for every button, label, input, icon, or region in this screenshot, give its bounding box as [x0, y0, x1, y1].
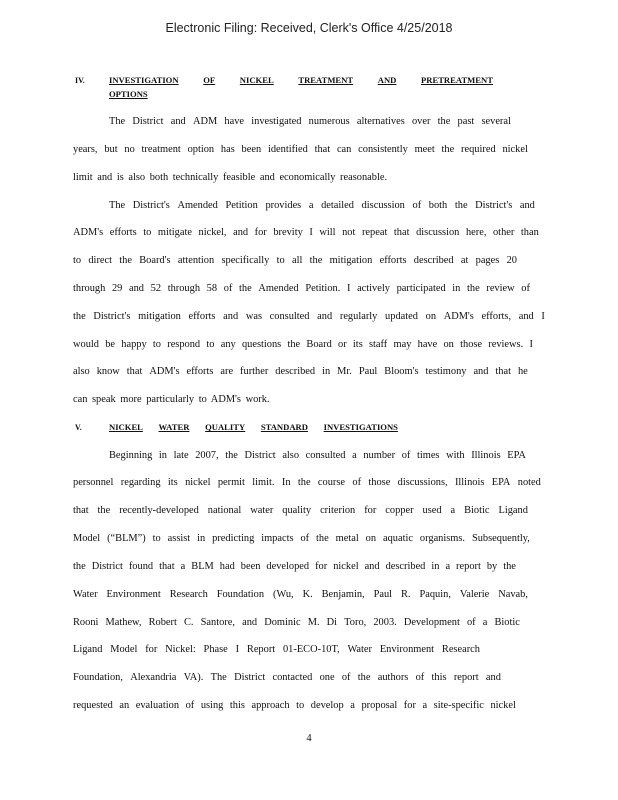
paragraph-line: The District's Amended Petition provides a detailed discussion of both the District's and: [109, 200, 535, 211]
paragraph-line: the District's mitigation efforts and was consulted and regularly updated on ADM's efforts, and I: [73, 311, 545, 322]
section-v-title-word: NICKEL: [109, 422, 143, 432]
section-v-title-word: STANDARD: [260, 422, 308, 432]
paragraph-line: Model (“BLM”) to assist in predicting impacts of the metal on aquatic organisms. Subsequently,: [73, 533, 530, 544]
paragraph-line: through 29 and 52 through 58 of the Amended Petition. I actively participated in the review of: [73, 283, 530, 294]
section-iv-title-word: TREATMENT: [298, 75, 354, 85]
section-iv-title: [109, 75, 493, 85]
paragraph-line: to direct the Board's attention specifically to all the mitigation efforts described at pages 20: [73, 255, 517, 266]
paragraph-line: also know that ADM's efforts are further described in Mr. Paul Bloom's testimony and that he: [73, 366, 528, 377]
paragraph-line: Rooni Mathew, Robert C. Santore, and Dominic M. Di Toro, 2003. Development of a Biotic: [73, 617, 520, 628]
paragraph-line: can speak more particularly to ADM's work.: [73, 394, 270, 405]
page-number: 4: [306, 733, 312, 744]
paragraph-line: Water Environment Research Foundation (Wu, K. Benjamin, Paul R. Paquin, Valerie Navab,: [73, 589, 528, 600]
section-iv-title-line2: OPTIONS: [109, 89, 148, 99]
section-v-title-word: INVESTIGATIONS: [323, 422, 398, 432]
paragraph-line: Ligand Model for Nickel: Phase I Report 01-ECO-10T, Water Environment Research: [73, 644, 480, 655]
section-iv-title-word: AND: [377, 75, 397, 85]
paragraph-line: The District and ADM have investigated numerous alternatives over the past several: [109, 116, 511, 127]
paragraph-line: ADM's efforts to mitigate nickel, and for brevity I will not repeat that discussion here, other than: [73, 227, 539, 238]
section-iv-title-word: PRETREATMENT: [421, 75, 493, 85]
paragraph-line: limit and is also both technically feasible and economically reasonable.: [73, 172, 388, 183]
paragraph-line: requested an evaluation of using this approach to develop a proposal for a site-specific nickel: [73, 700, 516, 711]
paragraph-line: that the recently-developed national water quality criterion for copper used a Biotic Ligand: [73, 505, 528, 516]
section-iv-number: IV.: [75, 75, 85, 85]
section-v-title-word: WATER: [158, 422, 190, 432]
paragraph-line: years, but no treatment option has been identified that can consistently meet the required nickel: [73, 144, 528, 155]
paragraph-line: Foundation, Alexandria VA). The District contacted one of the authors of this report and: [73, 672, 501, 683]
paragraph-line: personnel regarding its nickel permit limit. In the course of those discussions, Illinois EPA noted: [73, 477, 541, 488]
section-v-title: [109, 422, 398, 432]
section-iv-title-word: OF: [203, 75, 216, 85]
section-iv-title-word: NICKEL: [239, 75, 274, 85]
paragraph-line: Beginning in late 2007, the District also consulted a number of times with Illinois EPA: [109, 450, 526, 461]
section-iv-title-word: INVESTIGATION: [109, 75, 179, 85]
filing-stamp-header: Electronic Filing: Received, Clerk's Office 4/25/2018: [165, 21, 453, 35]
section-v-number: V.: [75, 422, 82, 432]
paragraph-line: would be happy to respond to any questions the Board or its staff may have on those reviews. I: [73, 339, 533, 350]
paragraph-line: the District found that a BLM had been developed for nickel and described in a report by the: [73, 561, 516, 572]
section-v-title-word: QUALITY: [205, 422, 246, 432]
